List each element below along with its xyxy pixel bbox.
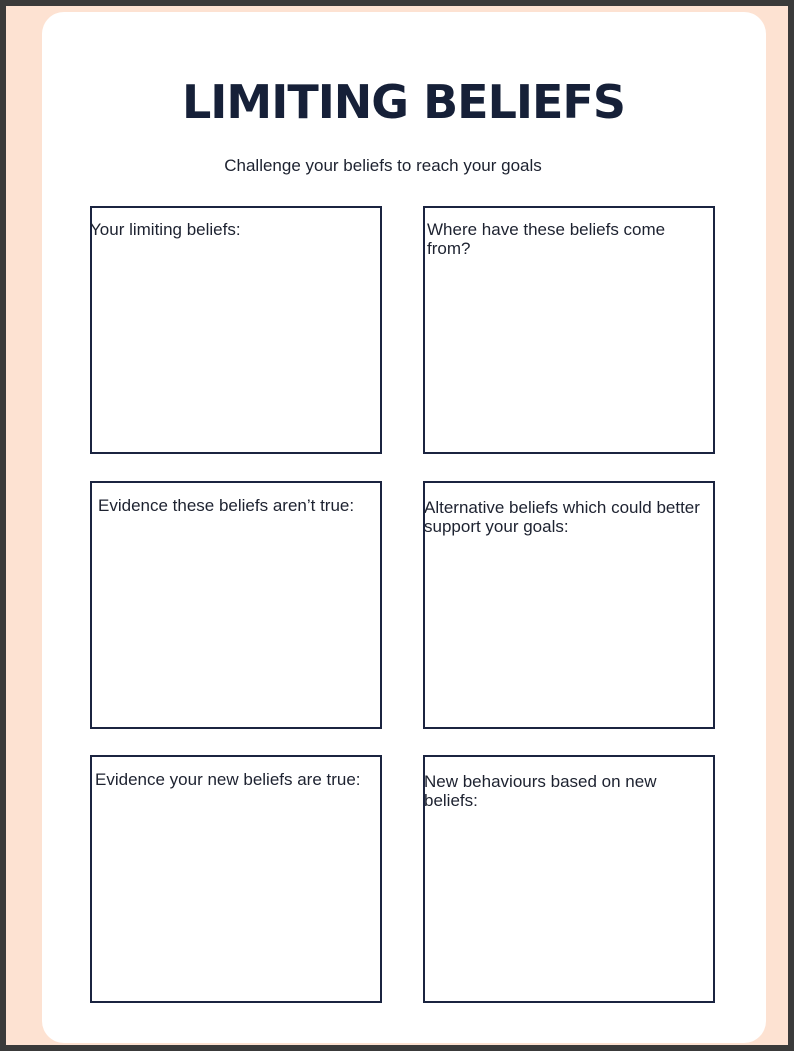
alternative-beliefs-box[interactable]: [423, 481, 715, 729]
box-label: Alternative beliefs which could better support your goals:: [424, 498, 700, 536]
worksheet-page: [42, 12, 766, 1043]
box-label: Evidence these beliefs aren’t true:: [98, 496, 355, 515]
box-label: Where have these beliefs come from?: [427, 220, 666, 258]
evidence-not-true-box[interactable]: [90, 481, 382, 729]
limiting-beliefs-box[interactable]: [90, 206, 382, 454]
page-subtitle: Challenge your beliefs to reach your goals: [224, 156, 542, 175]
box-label: New behaviours based on new beliefs:: [424, 772, 657, 810]
new-behaviours-box[interactable]: [423, 755, 715, 1003]
box-label: Your limiting beliefs:: [90, 220, 241, 239]
evidence-new-beliefs-box[interactable]: [90, 755, 382, 1003]
beliefs-origin-box[interactable]: [423, 206, 715, 454]
page-title: LIMITING BELIEFS: [182, 75, 625, 129]
box-label: Evidence your new beliefs are true:: [95, 770, 361, 789]
